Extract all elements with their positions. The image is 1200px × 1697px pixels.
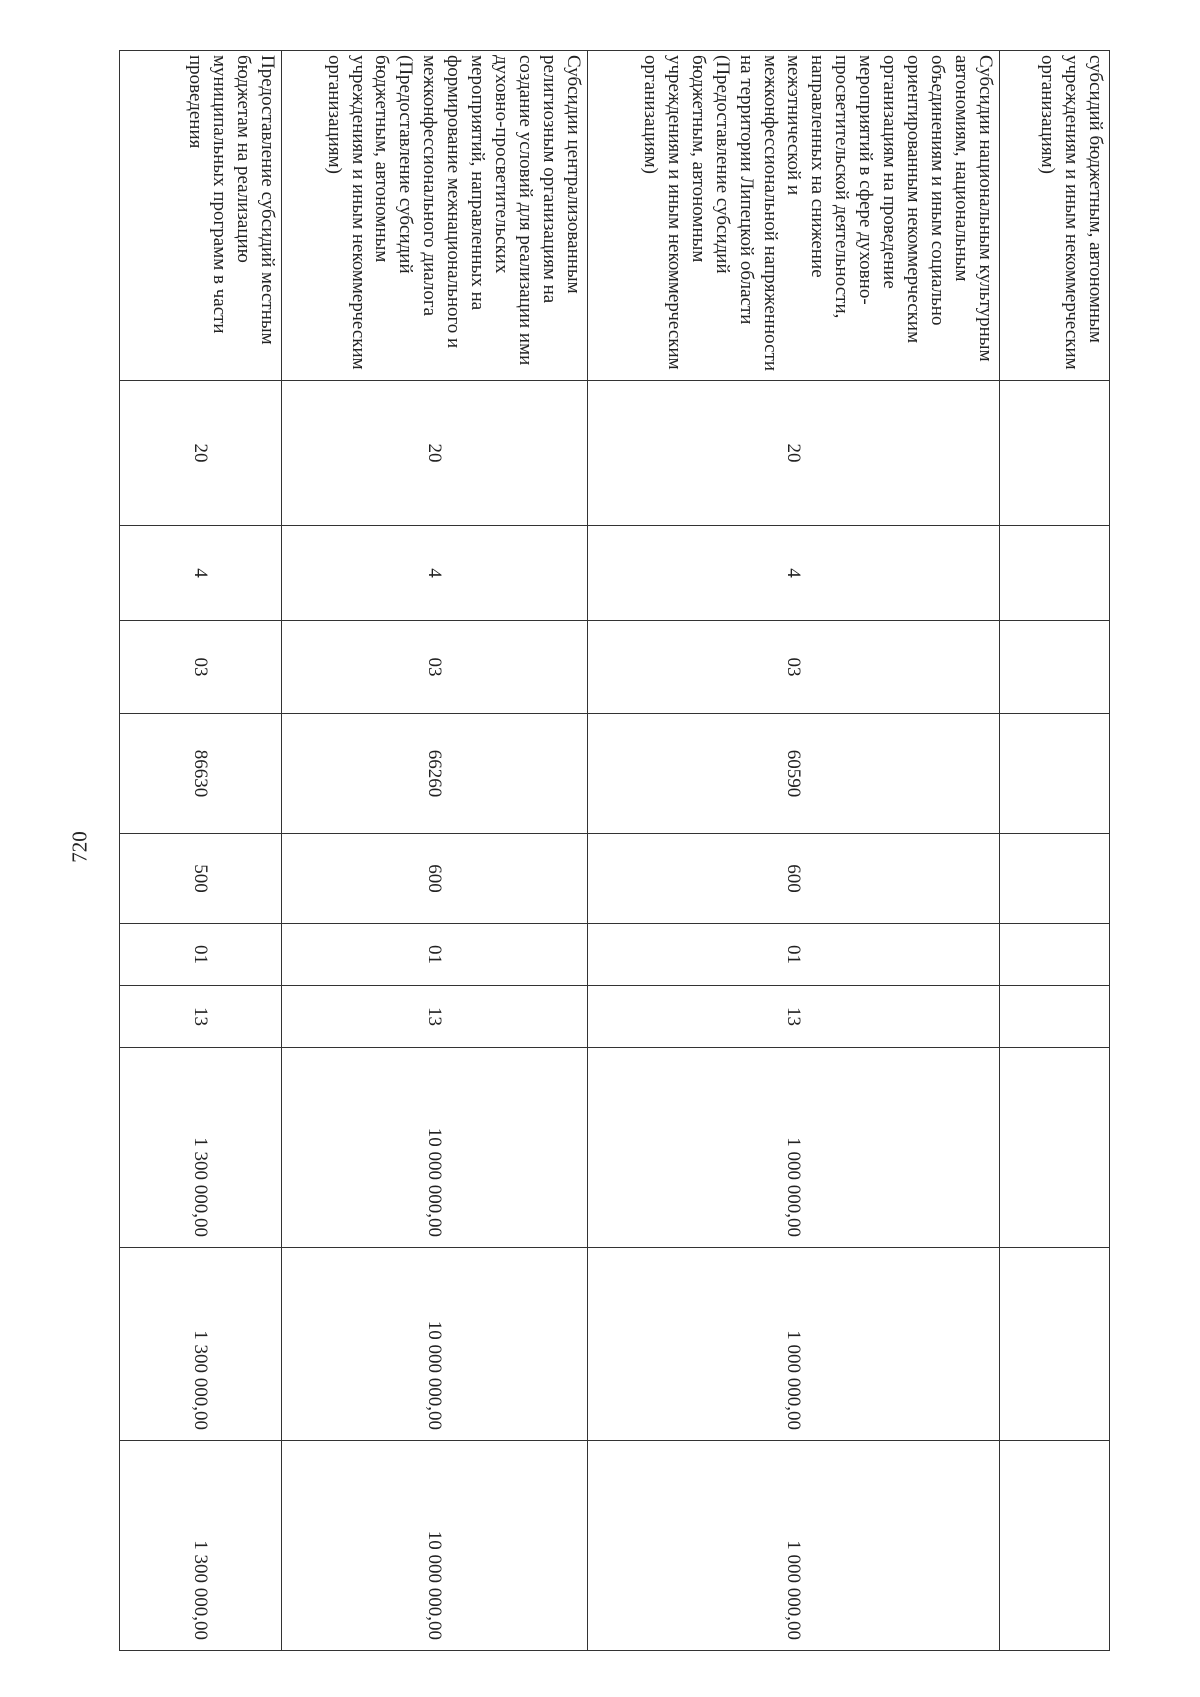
subprogram-code-cell: 4 <box>588 526 1000 621</box>
direction-code-cell <box>1000 714 1110 834</box>
main-activity-code-cell: 03 <box>282 621 588 714</box>
table-row <box>588 51 1000 1651</box>
budget-table-sheet <box>120 50 1110 1650</box>
subprogram-code-cell <box>1000 526 1110 621</box>
direction-code-cell: 66260 <box>282 714 588 834</box>
amount-year-3-cell <box>1000 1441 1110 1651</box>
direction-code-cell: 86630 <box>120 714 282 834</box>
program-code-cell: 20 <box>120 381 282 526</box>
section-code-cell <box>1000 924 1110 986</box>
section-code-cell: 01 <box>588 924 1000 986</box>
expense-type-code-cell: 600 <box>588 834 1000 924</box>
row-name-cell: Предоставление субсидий местным бюджетам на реализацию муниципальных программ в части проведения <box>120 51 282 381</box>
subprogram-code-cell: 4 <box>282 526 588 621</box>
section-code-cell: 01 <box>282 924 588 986</box>
program-code-cell: 20 <box>282 381 588 526</box>
amount-year-1-cell <box>1000 1048 1110 1248</box>
main-activity-code-cell: 03 <box>120 621 282 714</box>
row-name-cell: субсидий бюджетным, автономным учреждениям и иным некоммерческим организациям) <box>1000 51 1110 381</box>
amount-year-1-cell: 1 000 000,00 <box>588 1048 1000 1248</box>
expense-type-code-cell: 500 <box>120 834 282 924</box>
amount-year-1-cell: 1 300 000,00 <box>120 1048 282 1248</box>
main-activity-code-cell <box>1000 621 1110 714</box>
amount-year-3-cell: 10 000 000,00 <box>282 1441 588 1651</box>
subprogram-code-cell: 4 <box>120 526 282 621</box>
amount-year-2-cell: 1 300 000,00 <box>120 1248 282 1441</box>
program-code-cell: 20 <box>588 381 1000 526</box>
amount-year-2-cell: 1 000 000,00 <box>588 1248 1000 1441</box>
table-row <box>1000 51 1110 1651</box>
amount-year-2-cell: 10 000 000,00 <box>282 1248 588 1441</box>
row-name-cell: Субсидии централизованным религиозным организациям на создание условий для реализации ими духовно-просветительских мероприятий, направленных на формирование межнационального и межконфессионального диалога (Предоставление субсидий бюджетным, автономным учреждениям и иным некоммерческим организациям) <box>282 51 588 381</box>
subsection-code-cell <box>1000 986 1110 1048</box>
table-row <box>120 51 282 1651</box>
page-number: 720 <box>67 831 92 863</box>
budget-table <box>119 50 1110 1651</box>
subsection-code-cell: 13 <box>120 986 282 1048</box>
subsection-code-cell: 13 <box>588 986 1000 1048</box>
expense-type-code-cell: 600 <box>282 834 588 924</box>
section-code-cell: 01 <box>120 924 282 986</box>
expense-type-code-cell <box>1000 834 1110 924</box>
amount-year-2-cell <box>1000 1248 1110 1441</box>
program-code-cell <box>1000 381 1110 526</box>
amount-year-1-cell: 10 000 000,00 <box>282 1048 588 1248</box>
amount-year-3-cell: 1 300 000,00 <box>120 1441 282 1651</box>
table-row <box>282 51 588 1651</box>
direction-code-cell: 60590 <box>588 714 1000 834</box>
row-name-cell: Субсидии национальным культурным автономиям, национальным объединениям и иным социально ориентированным некоммерческим организациям на проведение мероприятий в сфере духовно-просветительской деятельности, направленных на снижение межэтнической и межконфессиональной напряженности на территории Липецкой области (Предоставление субсидий бюджетным, автономным учреждениям и иным некоммерческим организациям) <box>588 51 1000 381</box>
subsection-code-cell: 13 <box>282 986 588 1048</box>
amount-year-3-cell: 1 000 000,00 <box>588 1441 1000 1651</box>
main-activity-code-cell: 03 <box>588 621 1000 714</box>
